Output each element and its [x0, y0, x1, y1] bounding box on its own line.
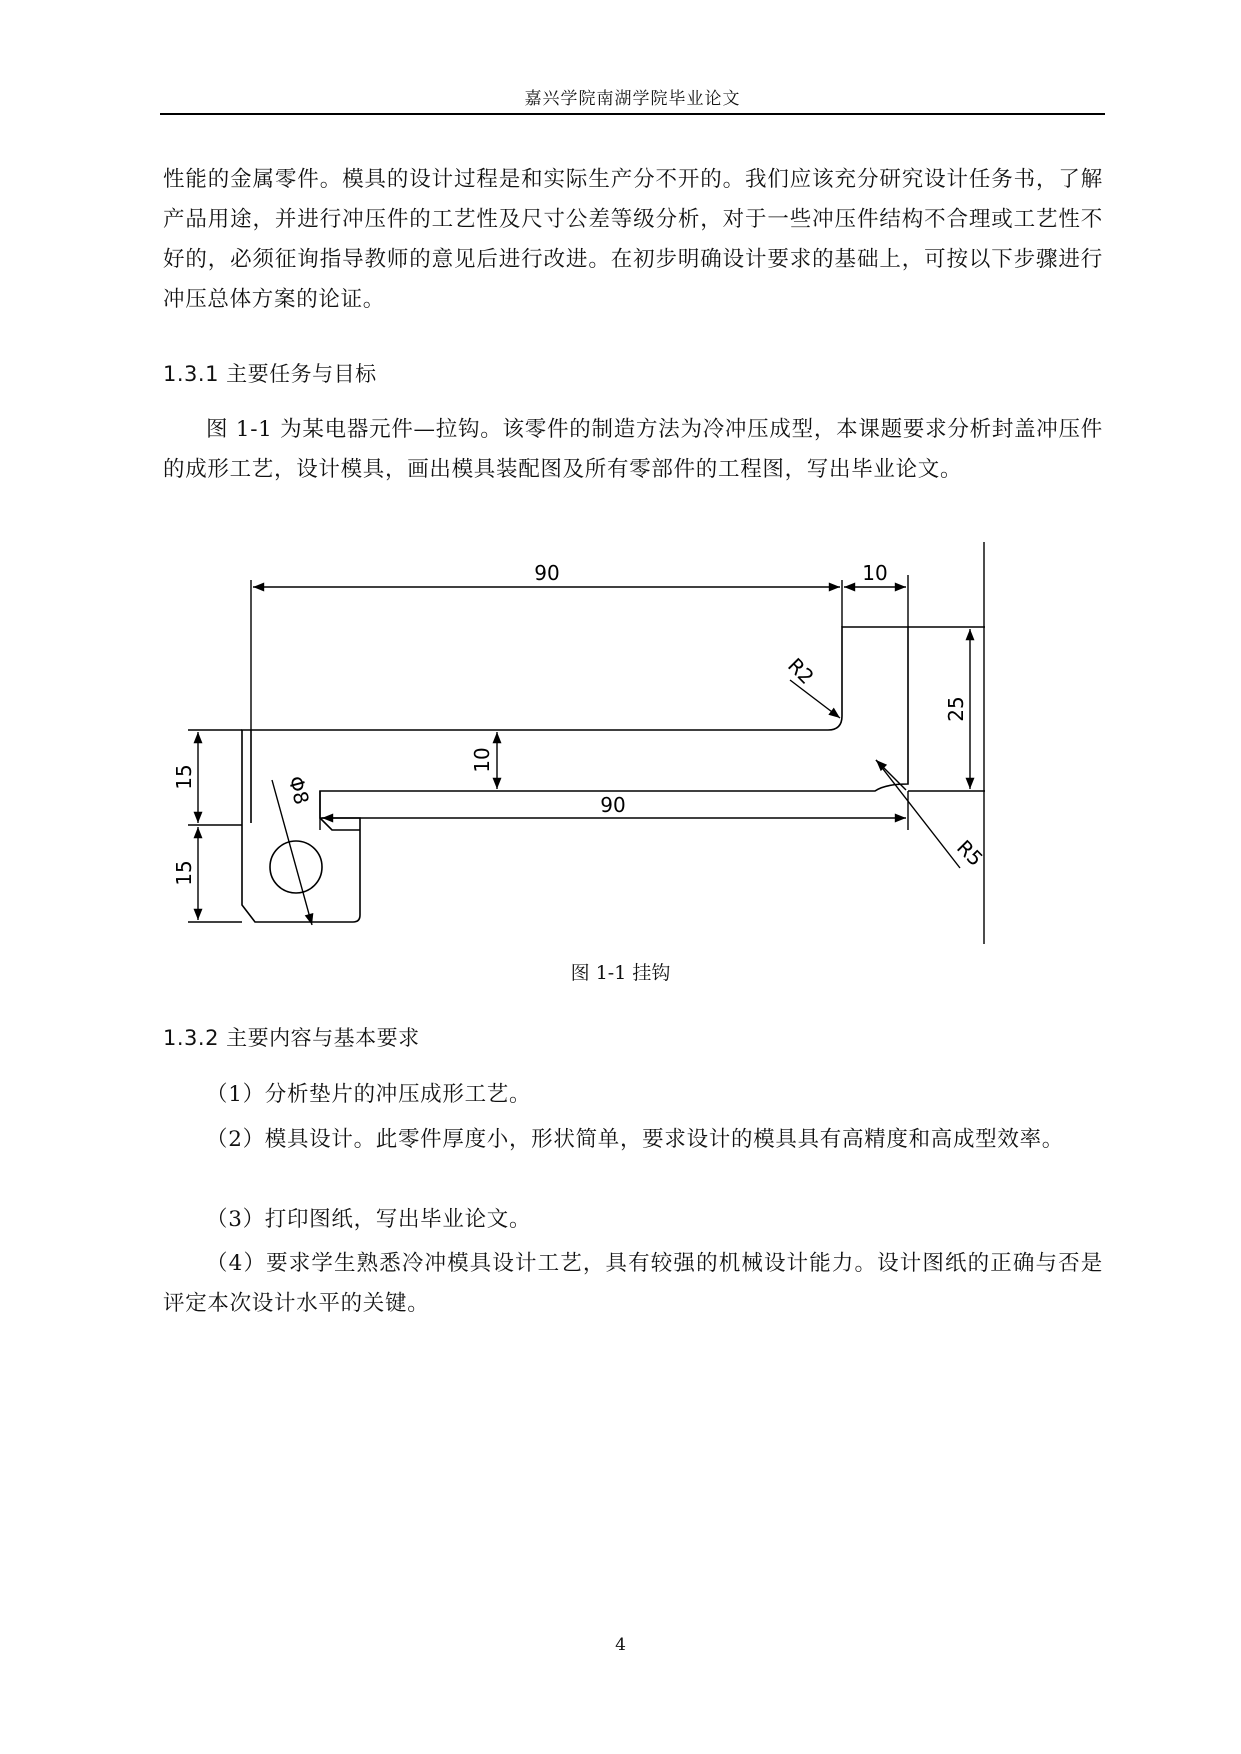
dim-hole-diameter: Φ8 — [283, 773, 315, 808]
page-number: 4 — [615, 1635, 626, 1655]
list-item: （2）模具设计。此零件厚度小，形状简单，要求设计的模具具有高精度和高成型效率。 — [206, 1127, 1064, 1152]
dim-left-lower-height: 15 — [172, 860, 196, 886]
dim-top-offset: 10 — [862, 561, 888, 585]
dimension-labels — [172, 561, 988, 886]
list-item: （3）打印图纸，写出毕业论文。 — [206, 1207, 532, 1232]
section-1-3-1-paragraph: 图 1-1 为某电器元件—拉钩。该零件的制造方法为冷冲压成型，本课题要求分析封盖冲压件的成形工艺，设计模具，画出模具装配图及所有零部件的工程图，写出毕业论文。 — [163, 417, 1103, 482]
running-header: 嘉兴学院南湖学院毕业论文 — [524, 89, 741, 109]
dim-left-upper-height: 15 — [172, 764, 196, 790]
dimension-lines — [188, 542, 985, 944]
list-item: （4）要求学生熟悉冷冲模具设计工艺，具有较强的机械设计能力。设计图纸的正确与否是评定本次设计水平的关键。 — [163, 1251, 1103, 1316]
dim-slot-height: 10 — [470, 747, 494, 773]
section-heading-1-3-1: 1.3.1 主要任务与目标 — [163, 362, 377, 386]
dim-bottom-length: 90 — [600, 793, 626, 817]
dim-top-length: 90 — [534, 561, 560, 585]
intro-paragraph: 性能的金属零件。模具的设计过程是和实际生产分不开的。我们应该充分研究设计任务书，了解产品用途，并进行冲压件的工艺性及尺寸公差等级分析，对于一些冲压件结构不合理或工艺性不好的，必须征询指导教师的意见后进行改进。在初步明确设计要求的基础上，可按以下步骤进行冲压总体方案的论证。 — [163, 167, 1103, 312]
list-item: （1）分析垫片的冲压成形工艺。 — [206, 1082, 532, 1107]
header-rule — [160, 113, 1105, 115]
section-heading-1-3-2: 1.3.2 主要内容与基本要求 — [163, 1026, 420, 1050]
dim-inner-radius: R2 — [783, 653, 819, 689]
dim-outer-radius: R5 — [952, 835, 988, 871]
hook-drawing — [160, 535, 1000, 955]
figure-caption: 图 1-1 挂钩 — [570, 962, 671, 984]
dim-right-height: 25 — [944, 696, 968, 722]
